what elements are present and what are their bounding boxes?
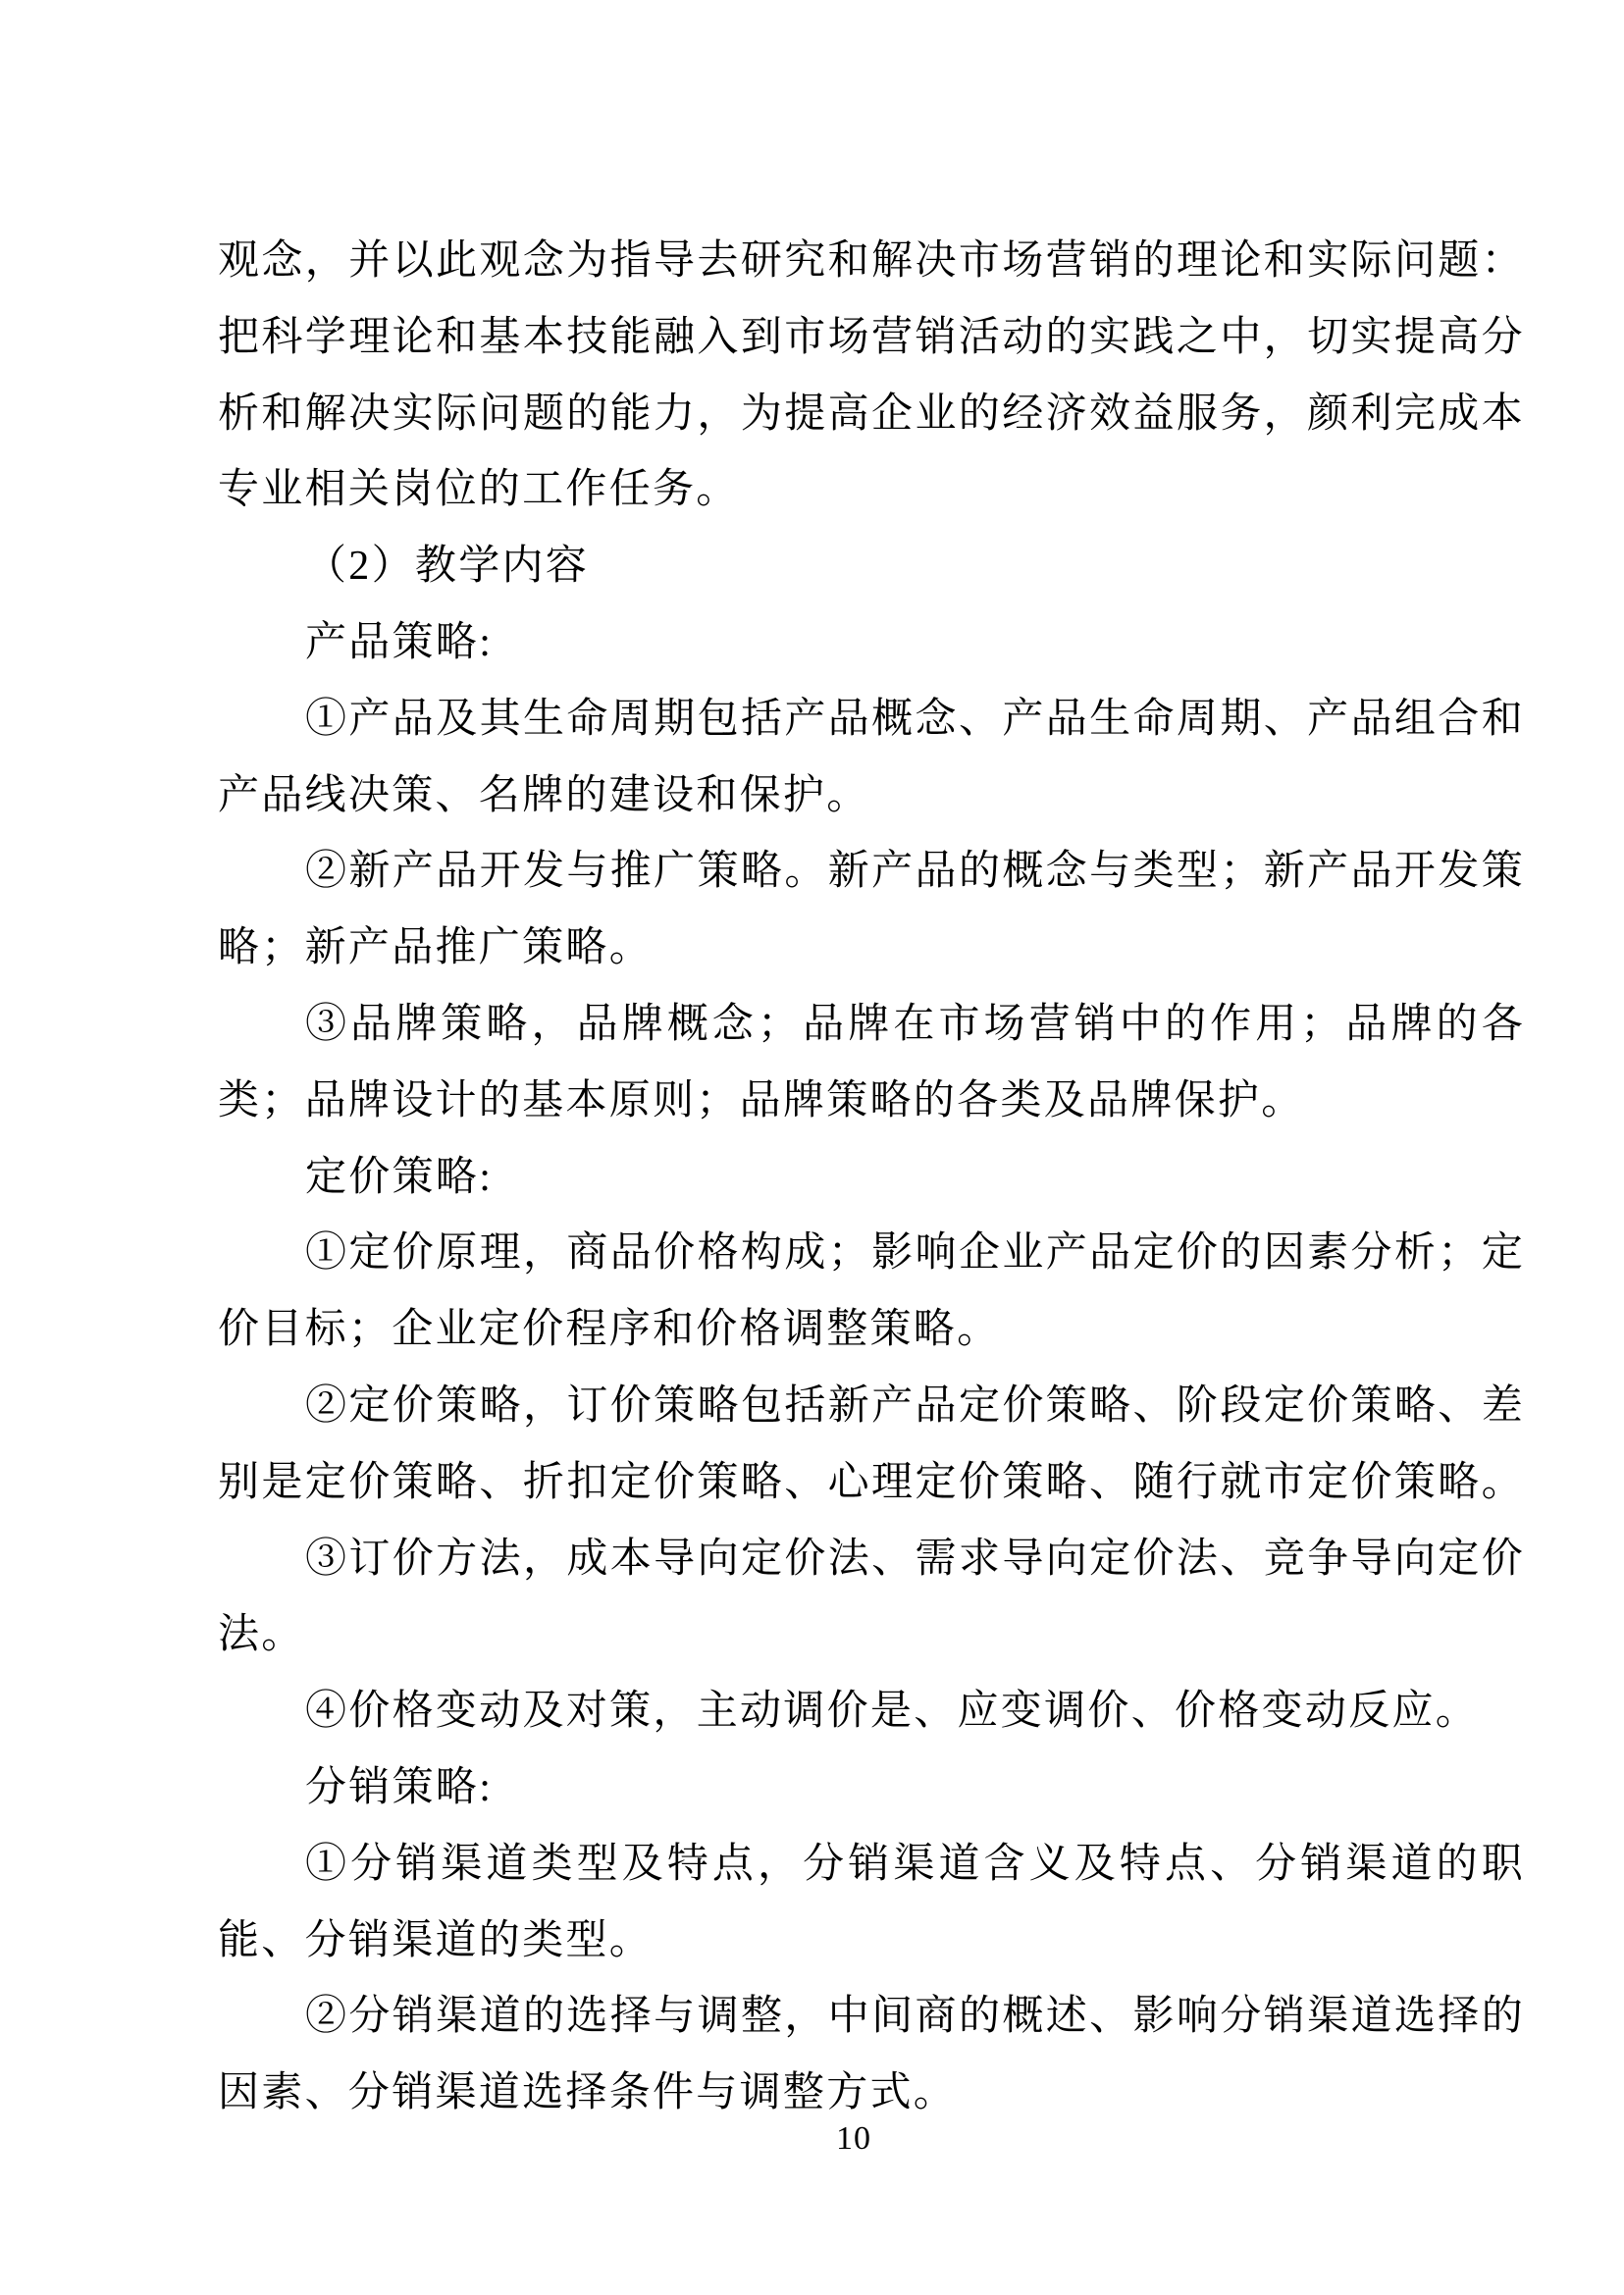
text-line: 专业相关岗位的工作任务。 bbox=[218, 467, 740, 513]
text-line: ②新产品开发与推广策略。新产品的概念与类型；新产品开发策 bbox=[305, 849, 1525, 895]
text-line: 产品策略: bbox=[305, 619, 494, 665]
text-line: ③订价方法，成本导向定价法、需求导向定价法、竞争导向定价 bbox=[305, 1536, 1525, 1582]
text-line: ④价格变动及对策，主动调价是、应变调价、价格变动反应。 bbox=[305, 1689, 1480, 1735]
page-number: 10 bbox=[836, 2120, 871, 2157]
text-line: 分销策略: bbox=[305, 1764, 494, 1810]
text-line: 把科学理论和基本技能融入到市场营销活动的实践之中，切实提高分 bbox=[218, 314, 1525, 360]
text-line: 定价策略: bbox=[305, 1154, 494, 1200]
text-line: 类；品牌设计的基本原则；品牌策略的各类及品牌保护。 bbox=[218, 1077, 1305, 1123]
text-line: （2）教学内容 bbox=[305, 544, 590, 590]
text-line: 价目标；企业定价程序和价格调整策略。 bbox=[218, 1307, 1001, 1353]
text-line: ①定价原理，商品价格构成；影响企业产品定价的因素分析；定 bbox=[305, 1230, 1525, 1277]
text-line: 析和解决实际问题的能力，为提高企业的经济效益服务，颜利完成本 bbox=[218, 391, 1525, 437]
text-line: 因素、分销渠道选择条件与调整方式。 bbox=[218, 2070, 958, 2116]
text-line: 别是定价策略、折扣定价策略、心理定价策略、随行就市定价策略。 bbox=[218, 1459, 1525, 1505]
document-body bbox=[218, 224, 1525, 2132]
text-line: ②定价策略，订价策略包括新产品定价策略、阶段定价策略、差 bbox=[305, 1382, 1525, 1429]
text-line: ②分销渠道的选择与调整，中间商的概述、影响分销渠道选择的 bbox=[305, 1994, 1525, 2040]
text-line: ③品牌策略，品牌概念；品牌在市场营销中的作用；品牌的各 bbox=[305, 1001, 1525, 1047]
text-line: 观念，并以此观念为指导去研究和解决市场营销的理论和实际问题： bbox=[218, 238, 1525, 284]
text-line: ①分销渠道类型及特点，分销渠道含义及特点、分销渠道的职 bbox=[305, 1841, 1525, 1887]
text-line: 法。 bbox=[218, 1612, 305, 1658]
text-line: 能、分销渠道的类型。 bbox=[218, 1917, 654, 1963]
text-line: 产品线决策、名牌的建设和保护。 bbox=[218, 772, 870, 818]
text-line: ①产品及其生命周期包括产品概念、产品生命周期、产品组合和 bbox=[305, 696, 1525, 742]
text-line: 略；新产品推广策略。 bbox=[218, 925, 654, 971]
